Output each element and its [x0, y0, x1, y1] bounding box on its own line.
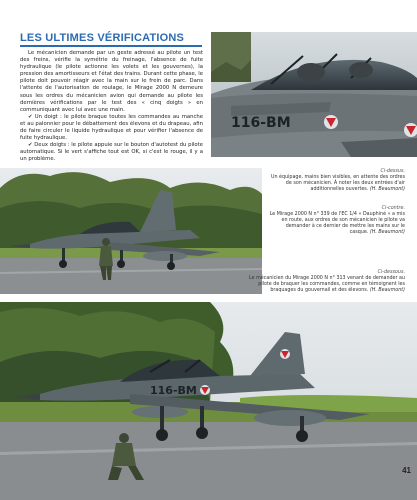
paragraph-2-text: Un doigt : le pilote braque toutes les commandes au manche et au palonnier pour le débattement des élevons et du drapeau, afin de faire circuler le liquide hydraulique et pour vérifier l'absence de fuite hydraulique. — [20, 113, 204, 142]
aircraft-code-top: 116-BM — [231, 115, 291, 131]
caption-bottom-text: Le mécanicien du Mirage 2000 N n° 313 venant de demander au pilote de braquer les commandes, comme en témoignent les braquages du gouvernail et des élevons. — [249, 276, 405, 293]
caption-middle — [268, 206, 405, 236]
article-body — [20, 50, 203, 164]
caption-middle-head: Ci-contre. — [381, 206, 405, 211]
caption-top-head: Ci-dessus. — [380, 169, 405, 174]
caption-middle-credit: (H. Beaumont) — [369, 230, 405, 235]
caption-bottom-head: Ci-dessous. — [377, 270, 405, 275]
page-number: 41 — [402, 466, 411, 475]
paragraph-2 — [20, 114, 203, 142]
photo-control-check — [0, 302, 417, 500]
photo-taxi — [0, 168, 262, 294]
paragraph-3-text: Deux doigts : le pilote appuie sur le bouton d'autotest du pilote automatique. Si le vert s'affiche tout est OK, si c'est le rouge, il y a un problème. — [20, 142, 203, 163]
photo-cockpit — [211, 32, 417, 157]
title-underline — [20, 45, 202, 47]
paragraph-3 — [20, 142, 203, 163]
caption-middle-text: Le Mirage 2000 N n° 339 de l'EC 1/4 « Dauphiné » a mis en route, aux ordres de son mécanicien le pilote va demander à ce dernier de mettre les mains sur le casque. — [269, 212, 405, 235]
check-icon: ✔ — [28, 113, 33, 120]
caption-top — [268, 169, 405, 193]
caption-top-credit: (H. Beaumont) — [369, 187, 405, 192]
caption-top-text: Un équipage, mains bien visibles, en attente des ordres de son mécanicien. À noter les deux entrées d'air additionnelles ouvertes. — [270, 175, 405, 192]
aircraft-code-bottom: 116-BM — [150, 384, 197, 397]
section-title: LES ULTIMES VÉRIFICATIONS — [20, 32, 185, 44]
paragraph-1: Le mécanicien demande par un geste adressé au pilote un test des freins, vérifie la symétrie du freinage, l'absence de fuite hydraulique (le pilote actionne les volets et les gouvernes), la pression des amortisseurs et l'état des trains. Durant cette phase, le pilote doit pouvoir réagir avec la main sur le frein de parc. Dans l'attente de l'autorisation de roulage, le Mirage 2000 N demeure sous les ordres du mécanicien avion qui demande au pilote les dernières vérifications par le test des « cinq doigts » en communiquant avec lui avec une main. — [20, 50, 203, 113]
caption-bottom — [238, 270, 405, 294]
check-icon: ✔ — [28, 142, 33, 149]
caption-bottom-credit: (H. Beaumont) — [369, 288, 405, 293]
